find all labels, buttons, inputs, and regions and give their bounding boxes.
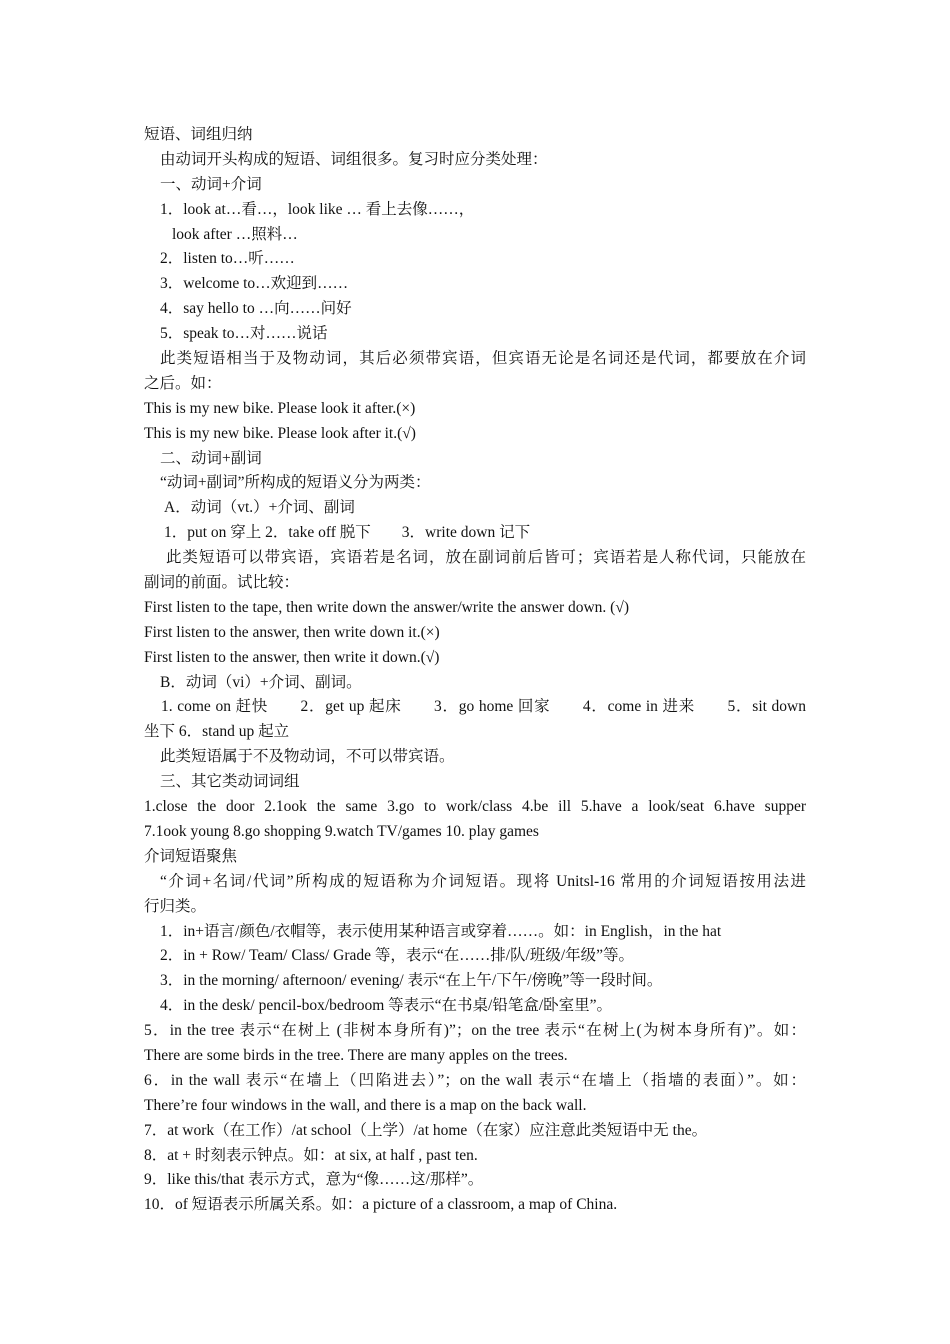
example-sentence: This is my new bike. Please look after it.(√) <box>144 424 416 442</box>
example-sentence: First listen to the answer, then write it down.(√) <box>144 648 440 666</box>
list-item: 4．say hello to …向……问好 <box>160 300 352 318</box>
list-item: 6．in the wall 表示“在墙上（凹陷进去）”；on the wall 表示“在墙上（指墙的表面）”。如： <box>144 1071 806 1089</box>
section-title: 短语、词组归纳 <box>144 126 253 143</box>
paragraph-text: “动词+副词”所构成的短语义分为两类： <box>160 474 431 492</box>
paragraph-text: 行归类。 <box>144 897 207 915</box>
section-title: 介词短语聚焦 <box>144 847 238 865</box>
paragraph-text: “介词+名词/代词”所构成的短语称为介词短语。现将 Unitsl-16 常用的介词短语按用法进 <box>160 872 806 890</box>
list-item: 1．put on 穿上 2．take off 脱下 3．write down 记下 <box>164 524 531 542</box>
section-heading: 二、动词+副词 <box>160 449 262 467</box>
paragraph-text: 之后。如： <box>144 374 222 392</box>
example-sentence: There are some birds in the tree. There are many apples on the trees. <box>144 1046 568 1064</box>
intro-text: 由动词开头构成的短语、词组很多。复习时应分类处理： <box>160 150 548 168</box>
example-sentence: There’re four windows in the wall, and there is a map on the back wall. <box>144 1096 587 1114</box>
list-item: 7．at work（在工作）/at school（上学）/at home（在家）应注意此类短语中无 the。 <box>144 1121 708 1139</box>
list-item: 3．welcome to…欢迎到…… <box>160 275 349 293</box>
list-item: 7.1ook young 8.go shopping 9.watch TV/games 10. play games <box>144 822 539 840</box>
paragraph-text: 此类短语可以带宾语，宾语若是名词，放在副词前后皆可；宾语若是人称代词，只能放在 <box>166 549 806 567</box>
list-item: 1.close the door 2.1ook the same 3.go to work/class 4.be ill 5.have a look/seat 6.have supper <box>144 798 806 816</box>
list-item: look after …照料… <box>172 225 298 243</box>
example-sentence: First listen to the tape, then write down the answer/write the answer down. (√) <box>144 598 630 616</box>
list-item: 1．in+语言/颜色/衣帽等，表示使用某种语言或穿着……。如：in English，in the hat <box>160 922 722 940</box>
list-item: 3．in the morning/ afternoon/ evening/ 表示“在上午/下午/傍晚”等一段时间。 <box>160 972 663 990</box>
list-item: 4．in the desk/ pencil-box/bedroom 等表示“在书桌/铅笔盒/卧室里”。 <box>160 997 613 1015</box>
sub-heading: A．动词（vt.）+介词、副词 <box>164 499 355 517</box>
list-item: 2．in + Row/ Team/ Class/ Grade 等，表示“在……排/队/班级/年级”等。 <box>160 947 635 965</box>
example-sentence: This is my new bike. Please look it after.(×) <box>144 399 416 417</box>
paragraph-text: 此类短语属于不及物动词，不可以带宾语。 <box>160 748 455 766</box>
document-body <box>144 123 806 1218</box>
sub-heading: B．动词（vi）+介词、副词。 <box>160 673 362 691</box>
paragraph-text: 副词的前面。试比较： <box>144 574 300 592</box>
list-item: 坐下 6．stand up 起立 <box>144 723 290 741</box>
list-item: 8．at + 时刻表示钟点。如：at six, at half , past ten. <box>144 1146 478 1164</box>
list-item: 1. come on 赶快 2．get up 起床 3．go home 回家 4．come in 进来 5．sit down <box>161 698 806 716</box>
list-item: 1．look at…看…，look like … 看上去像……， <box>160 200 475 218</box>
list-item: 5．speak to…对……说话 <box>160 325 328 343</box>
list-item: 5．in the tree 表示“在树上 (非树本身所有)”；on the tree 表示“在树上(为树本身所有)”。如： <box>144 1022 806 1040</box>
list-item: 9．like this/that 表示方式，意为“像……这/那样”。 <box>144 1171 484 1189</box>
list-item: 2．listen to…听…… <box>160 250 295 268</box>
paragraph-text: 此类短语相当于及物动词，其后必须带宾语，但宾语无论是名词还是代词，都要放在介词 <box>160 350 806 368</box>
section-heading: 一、动词+介词 <box>160 175 262 193</box>
section-heading: 三、其它类动词词组 <box>160 773 300 791</box>
example-sentence: First listen to the answer, then write down it.(×) <box>144 623 440 641</box>
list-item: 10．of 短语表示所属关系。如：a picture of a classroom, a map of China. <box>144 1196 618 1214</box>
